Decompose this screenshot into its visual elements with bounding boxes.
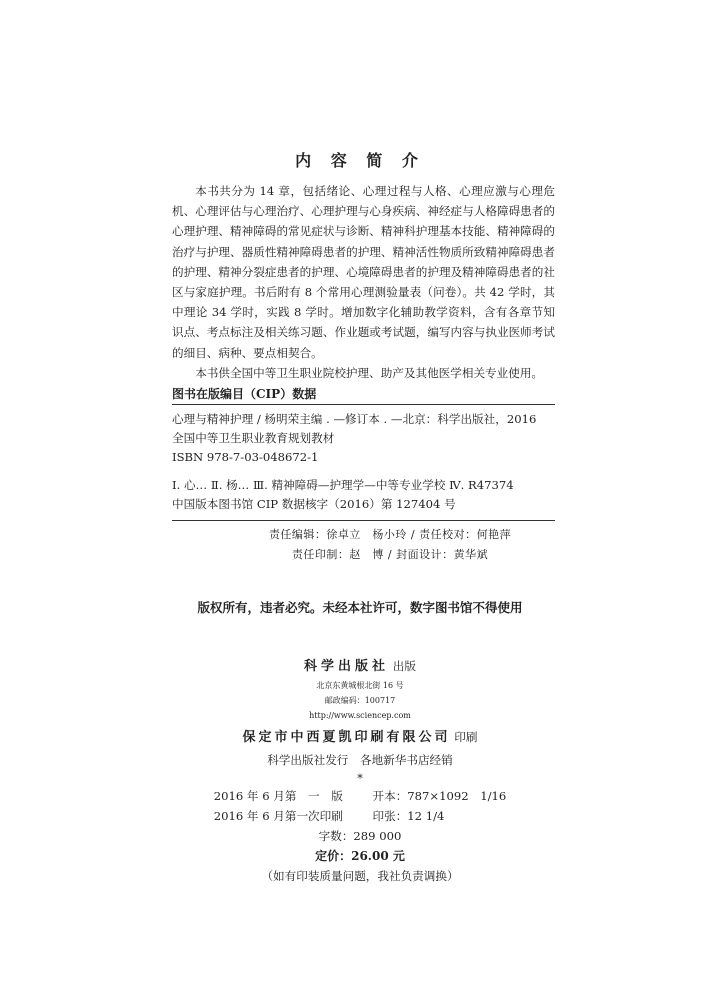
editors-block bbox=[230, 525, 550, 565]
publication-specs bbox=[214, 786, 507, 826]
editor-line: 责任编辑：徐卓立 杨小玲 / 责任校对：何艳萍 bbox=[268, 528, 512, 541]
distribution: 科学出版社发行 各地新华书店经销 bbox=[267, 753, 453, 767]
word-count: 字数：289 000 bbox=[318, 829, 402, 843]
price: 定价：26.00 元 bbox=[315, 849, 405, 863]
publisher-name: 科学出版社 bbox=[304, 659, 390, 674]
intro-paragraph: 本书供全国中等卫生职业院校护理、助产及其他医学相关专业使用。 bbox=[195, 365, 544, 380]
cip-block bbox=[172, 410, 555, 514]
publisher-address: 北京东黄城根北街 16 号 bbox=[316, 681, 404, 690]
intro-paragraph: 本书共分为 14 章，包括绪论、心理过程与人格、心理应激与心理危机、心理评估与心理治疗、心理护理与心身疾病、神经症与人格障碍患者的心理护理、精神障碍的常见症状与诊断、精神科护理基本技能、精神障碍的治疗与护理、器质性精神障碍患者的护理、精神活性物质所致精神障碍患者的护理、精神分裂症患者的护理、心境障碍患者的护理及精神障碍患者的社区与家庭护理。书后附有 8 个常用心理测验量表（问卷）。共 42 学时，其中理论 34 学时，实践 8 学时。增加数字化辅助教学资料，含有各章节知识点、考点标注及相关练习题、作业题或考试题，编写内容与执业医师考试的细目、病种、要点相契合。 bbox=[172, 184, 555, 360]
cip-line: Ⅰ. 心… Ⅱ. 杨… Ⅲ. 精神障碍—护理学—中等专业学校 Ⅳ. R47374 bbox=[172, 478, 514, 492]
cip-top-divider bbox=[172, 404, 555, 405]
format: 开本：787×1092 1/16 bbox=[372, 789, 507, 803]
cip-line: 全国中等卫生职业教育规划教材 bbox=[172, 431, 335, 445]
cip-line: ISBN 978-7-03-048672-1 bbox=[172, 450, 319, 464]
sheets: 印张：12 1/4 bbox=[372, 809, 445, 823]
printer-suffix: 印刷 bbox=[454, 730, 478, 744]
editor-line: 责任印制：赵 博 / 封面设计：黄华斌 bbox=[291, 548, 489, 561]
separator-asterisk: * bbox=[357, 771, 363, 785]
postcode: 邮政编码：100717 bbox=[324, 696, 396, 705]
copyright-notice: 版权所有，违者必究。未经本社许可，数字图书馆不得使用 bbox=[197, 600, 523, 615]
cip-line: 中国版本图书馆 CIP 数据核字（2016）第 127404 号 bbox=[172, 497, 456, 511]
colophon bbox=[0, 655, 720, 886]
quality-note: （如有印装质量问题，我社负责调换） bbox=[261, 869, 459, 883]
page-title: 内 容 简 介 bbox=[295, 151, 425, 170]
intro-section bbox=[172, 181, 555, 383]
publisher-suffix: 出版 bbox=[392, 659, 416, 673]
edition: 2016 年 6 月第 一 版 bbox=[213, 789, 343, 803]
printer-name: 保定市中西夏凯印刷有限公司 bbox=[242, 730, 451, 745]
cip-heading: 图书在版编目（CIP）数据 bbox=[172, 387, 317, 401]
cip-line: 心理与精神护理 / 杨明荣主编 . —修订本 . —北京：科学出版社，2016 bbox=[172, 412, 537, 426]
cip-bottom-divider bbox=[172, 520, 555, 521]
website: http://www.sciencep.com bbox=[309, 711, 411, 720]
printing: 2016 年 6 月第一次印刷 bbox=[213, 809, 343, 823]
